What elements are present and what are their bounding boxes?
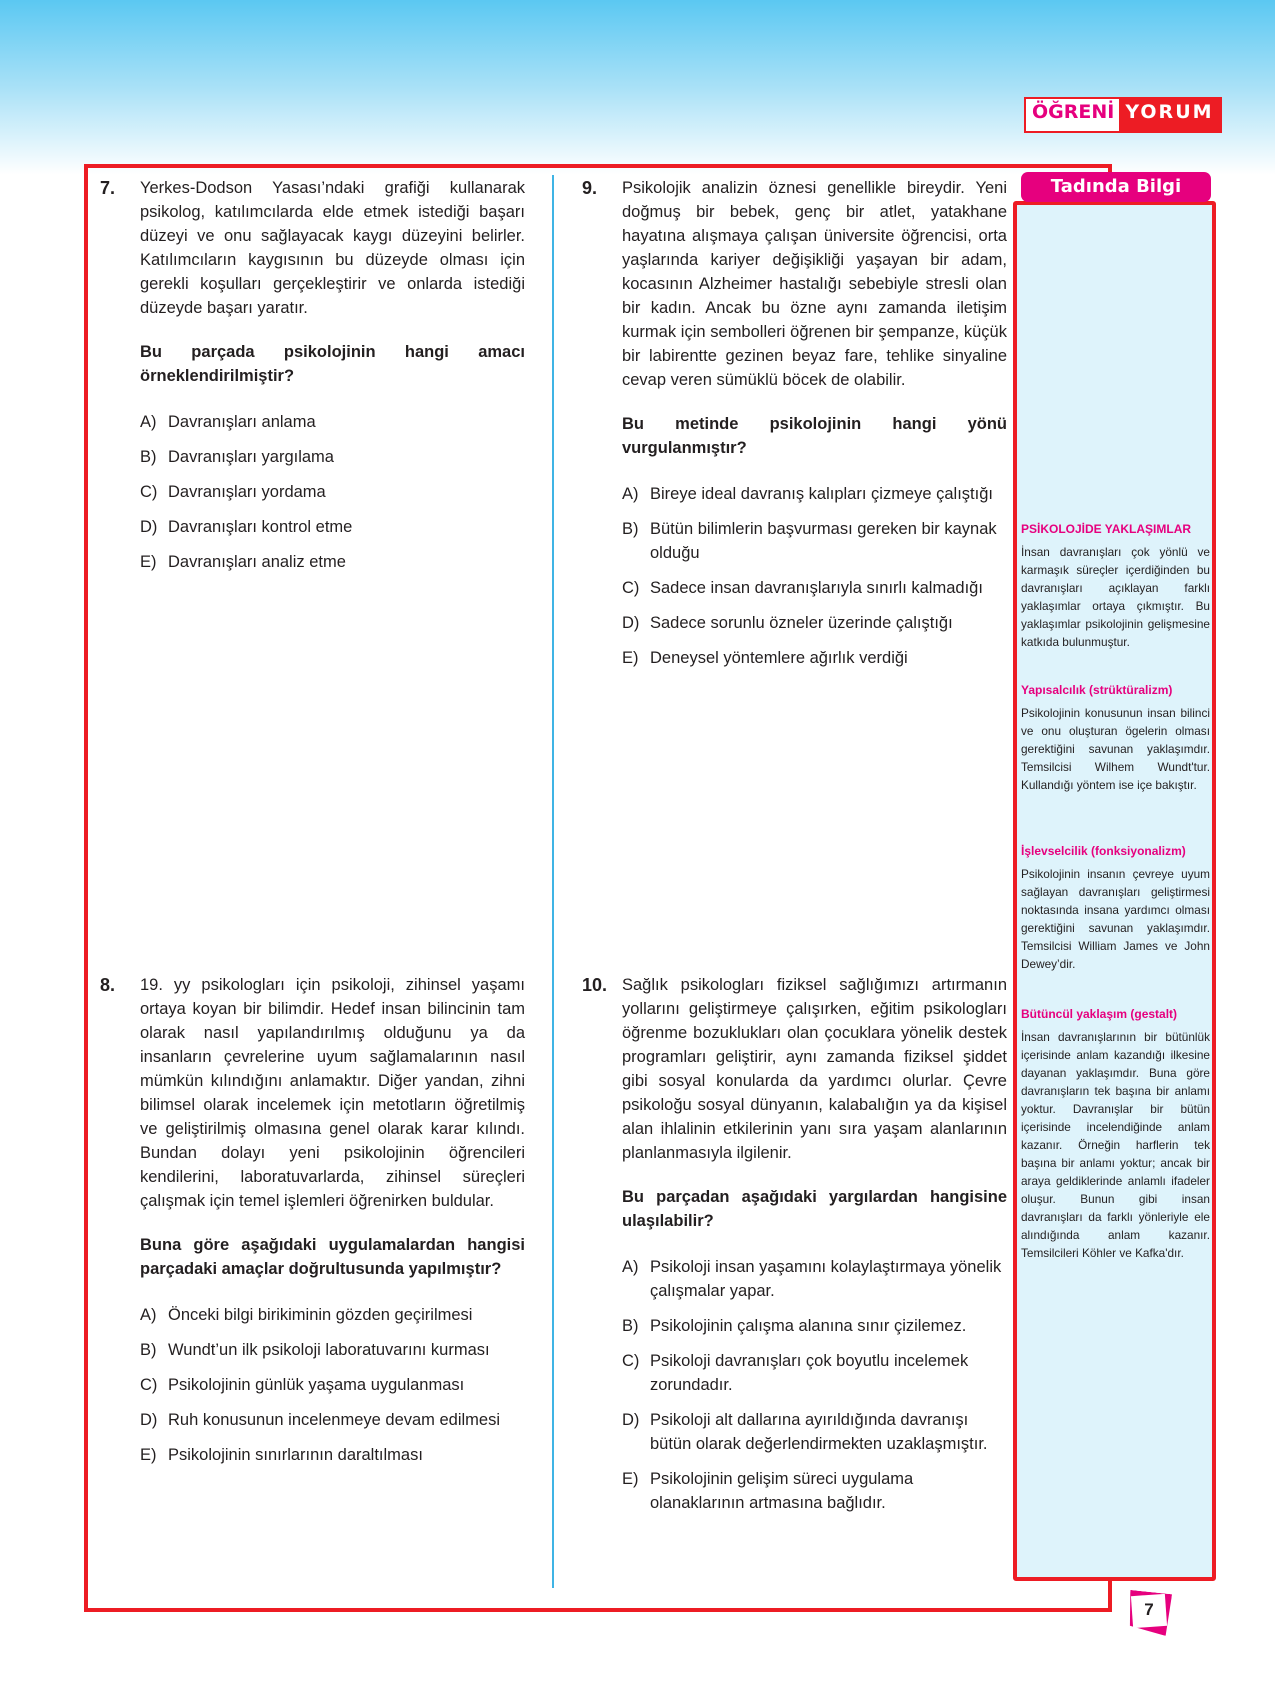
answer-options — [140, 410, 525, 574]
sidebar-section-approaches — [1021, 520, 1210, 651]
answer-option-b[interactable] — [622, 517, 1007, 565]
sidebar-section-heading: Bütüncül yaklaşım (gestalt) — [1021, 1007, 1178, 1021]
option-text: Psikoloji davranışları çok boyutlu incelemek zorundadır. — [650, 1352, 969, 1394]
answer-option-e[interactable] — [622, 1467, 1007, 1515]
question-9 — [582, 176, 1007, 681]
option-text: Davranışları kontrol etme — [168, 518, 353, 536]
question-number: 10. — [582, 975, 608, 995]
question-body: 19. yy psikologları için psikoloji, zihinsel yaşamı ortaya koyan bir bilimdir. Hedef insan bilincinin tam olarak nasıl yapılandırılmış olduğunu ya da insanların çevrelerine uyum sağlamalarının nasıl mümkün kılındığını anlamaktır. Diğer yandan, zihni bilimsel olarak incelemek için metotların öğretilmiş ve geliştirilmiş olmasına genel olarak karar kılındı. Bundan dolayı yeni psikolojinin öğrencileri kendilerini, laboratuvarlarda, zihinsel süreçleri çalışmak için temel işlemleri öğrenirken buldular. — [140, 976, 525, 1210]
option-letter: A) — [140, 413, 157, 431]
option-text: Önceki bilgi birikiminin gözden geçirilmesi — [168, 1306, 473, 1324]
answer-option-d[interactable] — [622, 1408, 1007, 1456]
sidebar-section-heading: PSİKOLOJİDE YAKLAŞIMLAR — [1021, 522, 1192, 536]
question-body: Psikolojik analizin öznesi genellikle bireydir. Yeni doğmuş bir bebek, genç bir atlet, yatakhane hayatına alışmaya çalışan üniversite öğrencisi, orta yaşlarında kariyer değişikliği yaşayan bir adam, kocasının Alzheimer hastalığı sebebiyle stresli olan bir kadın. Ancak bu özne aynı zamanda iletişim kurmak için sembolleri öğrenen bir şempanze, küçük bir labirentte gezinen beyaz fare, tehlike sinyaline cevap veren sümüklü böcek de olabilir. — [622, 179, 1007, 389]
answer-option-a[interactable] — [622, 1255, 1007, 1303]
answer-option-c[interactable] — [622, 1349, 1007, 1397]
option-text: Davranışları yordama — [168, 483, 326, 501]
sidebar-title: Tadında Bilgi — [1021, 172, 1211, 202]
option-letter: B) — [622, 520, 639, 538]
option-letter: B) — [140, 448, 157, 466]
brand-logo-part2: YORUM — [1125, 101, 1214, 123]
option-text: Psikolojinin sınırlarının daraltılması — [168, 1446, 423, 1464]
option-text: Deneysel yöntemlere ağırlık verdiği — [650, 649, 908, 667]
sidebar-section-structuralism — [1021, 681, 1210, 794]
question-body: Sağlık psikologları fiziksel sağlığımızı artırmanın yollarını geliştirmeye çalışırken, eğitim psikologları öğrenme bozuklukları olan çocuklara yönelik destek programları geliştirir, aynı zamanda fiziksel şiddet gibi sosyal konularda da yardımcı olurlar. Çevre psikoloğu sosyal dünyanın, kalabalığın ya da kişisel alan ihlalinin etkilerinin yanı sıra yaşam alanlarının planlanmasıyla ilgilenir. — [622, 976, 1007, 1162]
option-letter: D) — [140, 518, 158, 536]
brand-logo — [1024, 97, 1222, 133]
option-letter: A) — [140, 1306, 157, 1324]
question-8 — [100, 973, 525, 1478]
option-letter: A) — [622, 1258, 639, 1276]
question-stem: Bu metinde psikolojinin hangi yönü vurgulanmıştır? — [622, 415, 1007, 457]
page-number-badge — [1128, 1592, 1170, 1634]
option-text: Bireye ideal davranış kalıpları çizmeye çalıştığı — [650, 485, 993, 503]
answer-option-d[interactable] — [622, 611, 1007, 635]
option-letter: C) — [140, 1376, 158, 1394]
option-letter: C) — [622, 1352, 640, 1370]
answer-option-b[interactable] — [140, 1338, 525, 1362]
option-text: Davranışları yargılama — [168, 448, 334, 466]
option-letter: D) — [140, 1411, 158, 1429]
answer-option-c[interactable] — [622, 576, 1007, 600]
page-number: 7 — [1144, 1600, 1154, 1619]
option-text: Psikoloji insan yaşamını kolaylaştırmaya yönelik çalışmalar yapar. — [650, 1258, 1002, 1300]
option-text: Bütün bilimlerin başvurması gereken bir kaynak olduğu — [650, 520, 997, 562]
sidebar-section-functionalism — [1021, 842, 1210, 973]
sidebar-section-heading: İşlevselcilik (fonksiyonalizm) — [1021, 844, 1186, 858]
option-text: Psikoloji alt dallarına ayırıldığında davranışı bütün olarak değerlendirmekten uzaklaşmıştır. — [650, 1411, 988, 1453]
answer-option-e[interactable] — [140, 1443, 525, 1467]
answer-option-a[interactable] — [140, 1303, 525, 1327]
option-text: Ruh konusunun incelenmeye devam edilmesi — [168, 1411, 501, 1429]
question-number: 7. — [100, 178, 116, 198]
option-text: Wundt’un ilk psikoloji laboratuvarını kurması — [168, 1341, 490, 1359]
option-letter: E) — [622, 649, 639, 667]
column-divider — [552, 175, 554, 1588]
question-body: Yerkes-Dodson Yasası’ndaki grafiği kullanarak psikolog, katılımcılarda elde etmek istediği başarı düzeyi ve onu sağlayacak kaygı düzeyini belirler. Katılımcıların kaygısının bu düzeyde olması için gerekli koşulları gerçekleştirir ve onlarda istediği düzeyde başarı yaratır. — [140, 179, 525, 317]
answer-option-e[interactable] — [140, 550, 525, 574]
option-letter: C) — [622, 579, 640, 597]
question-stem: Buna göre aşağıdaki uygulamalardan hangisi parçadaki amaçlar doğrultusunda yapılmıştır? — [140, 1236, 525, 1278]
content-frame-edge — [1108, 1580, 1112, 1612]
sidebar-section-heading: Yapısalcılık (strüktüralizm) — [1021, 683, 1173, 697]
sidebar-section-gestalt — [1021, 1005, 1210, 1262]
option-letter: A) — [622, 485, 639, 503]
option-letter: E) — [140, 553, 157, 571]
option-text: Sadece sorunlu özneler üzerinde çalıştığı — [650, 614, 953, 632]
question-stem: Bu parçada psikolojinin hangi amacı örneklendirilmiştir? — [140, 343, 525, 385]
question-7 — [100, 176, 525, 585]
answer-option-a[interactable] — [622, 482, 1007, 506]
question-number: 9. — [582, 178, 598, 198]
sidebar-section-text: Psikolojinin insanın çevreye uyum sağlayan davranışları geliştirmesi noktasında insana yardımcı olması gerektiğini savunan yaklaşımdır. Temsilcisi William James ve John Dewey’dir. — [1021, 867, 1210, 971]
question-10 — [582, 973, 1007, 1526]
option-text: Psikolojinin çalışma alanına sınır çizilemez. — [650, 1317, 967, 1335]
answer-option-d[interactable] — [140, 515, 525, 539]
answer-option-c[interactable] — [140, 1373, 525, 1397]
option-text: Sadece insan davranışlarıyla sınırlı kalmadığı — [650, 579, 983, 597]
answer-option-b[interactable] — [622, 1314, 1007, 1338]
option-text: Davranışları anlama — [168, 413, 316, 431]
option-letter: D) — [622, 614, 640, 632]
option-text: Davranışları analiz etme — [168, 553, 346, 571]
answer-options — [622, 482, 1007, 670]
sidebar-section-text: İnsan davranışlarının bir bütünlük içerisinde anlam kazandığı ilkesine dayanan yaklaşımdır. Buna göre davranışların tek başına bir anlamı yoktur. Davranışlar bir bütün içerisinde incelendiğinde anlam kazanır. Örneğin harflerin tek başına bir anlamı yoktur; ancak bir araya geldiklerinde anlamlı ifadeler oluşur. Bunun gibi insan davranışları da farklı yönleriyle ele alındığında anlam kazanır. Temsilcileri Köhler ve Kafka'dır. — [1021, 1030, 1210, 1260]
option-letter: B) — [140, 1341, 157, 1359]
answer-option-e[interactable] — [622, 646, 1007, 670]
header-gradient-band — [0, 0, 1275, 175]
option-letter: D) — [622, 1411, 640, 1429]
option-text: Psikolojinin gelişim süreci uygulama olanaklarının artmasına bağlıdır. — [650, 1470, 914, 1512]
sidebar-section-text: Psikolojinin konusunun insan bilinci ve onu oluşturan ögelerin olması gerektiğini savunan yaklaşımdır. Temsilcisi Wilhem Wundt'tur. Kullandığı yöntem ise içe bakıştır. — [1021, 706, 1210, 792]
question-number: 8. — [100, 975, 116, 995]
option-letter: C) — [140, 483, 158, 501]
answer-options — [140, 1303, 525, 1467]
option-letter: B) — [622, 1317, 639, 1335]
answer-option-d[interactable] — [140, 1408, 525, 1432]
answer-option-b[interactable] — [140, 445, 525, 469]
option-text: Psikolojinin günlük yaşama uygulanması — [168, 1376, 465, 1394]
brand-logo-part1: ÖĞRENİ — [1026, 99, 1119, 131]
option-letter: E) — [140, 1446, 157, 1464]
question-stem: Bu parçadan aşağıdaki yargılardan hangisine ulaşılabilir? — [622, 1188, 1007, 1230]
sidebar-section-text: İnsan davranışları çok yönlü ve karmaşık süreçler içerdiğinden bu davranışları açıklayan farklı yaklaşımlar ortaya çıkmıştır. Bu yaklaşımlar psikolojinin gelişmesine katkıda bulunmuştur. — [1021, 545, 1210, 649]
answer-option-c[interactable] — [140, 480, 525, 504]
answer-option-a[interactable] — [140, 410, 525, 434]
option-letter: E) — [622, 1470, 639, 1488]
answer-options — [622, 1255, 1007, 1515]
